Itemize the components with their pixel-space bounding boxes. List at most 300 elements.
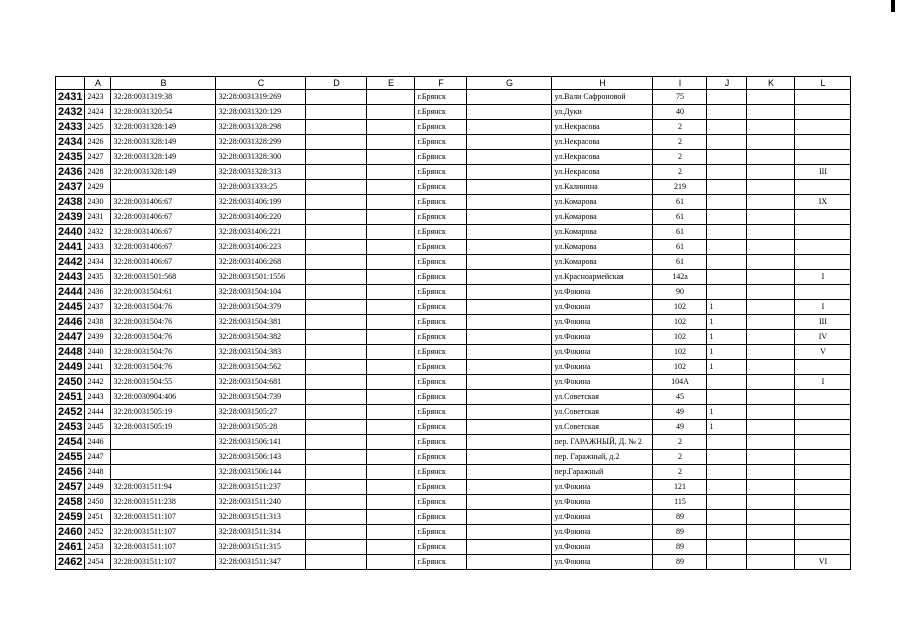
cell-c: 32:28:0031504:382 bbox=[216, 330, 306, 345]
cell-k bbox=[747, 360, 795, 375]
cell-k bbox=[747, 105, 795, 120]
cell-d bbox=[306, 285, 367, 300]
cell-k bbox=[747, 285, 795, 300]
cell-f: г.Брянск bbox=[415, 495, 467, 510]
cell-h: ул.Комарова bbox=[552, 210, 653, 225]
cell-b: 32:28:0031505:19 bbox=[111, 420, 216, 435]
cell-b: 32:28:0030904:406 bbox=[111, 390, 216, 405]
cell-c: 32:28:0031328:300 bbox=[216, 150, 306, 165]
cell-b: 32:28:0031328:149 bbox=[111, 120, 216, 135]
cell-h: пер. Гаражный, д.2 bbox=[552, 450, 653, 465]
cell-j bbox=[707, 285, 747, 300]
cell-h: пер. ГАРАЖНЫЙ, Д. № 2 bbox=[552, 435, 653, 450]
cell-d bbox=[306, 525, 367, 540]
table-row bbox=[56, 240, 851, 255]
cell-g bbox=[467, 300, 552, 315]
column-header-a: A bbox=[85, 77, 111, 90]
cell-l: IV bbox=[795, 330, 851, 345]
cell-b: 32:28:0031504:76 bbox=[111, 360, 216, 375]
cell-h: ул.Дуки bbox=[552, 105, 653, 120]
table-row bbox=[56, 135, 851, 150]
cell-j: 1 bbox=[707, 330, 747, 345]
column-header-g: G bbox=[467, 77, 552, 90]
cell-e bbox=[367, 315, 415, 330]
cell-h: ул.Фокина bbox=[552, 525, 653, 540]
cell-f: г.Брянск bbox=[415, 510, 467, 525]
cell-h: ул.Фокина bbox=[552, 360, 653, 375]
table-row bbox=[56, 270, 851, 285]
row-number-cell: 2431 bbox=[56, 90, 85, 105]
cell-l bbox=[795, 525, 851, 540]
table-row bbox=[56, 345, 851, 360]
cell-k bbox=[747, 90, 795, 105]
cell-i: 89 bbox=[653, 510, 707, 525]
cell-f: г.Брянск bbox=[415, 105, 467, 120]
cell-k bbox=[747, 420, 795, 435]
cell-f: г.Брянск bbox=[415, 315, 467, 330]
cell-j bbox=[707, 180, 747, 195]
table-row bbox=[56, 150, 851, 165]
cell-c: 32:28:0031406:199 bbox=[216, 195, 306, 210]
cell-d bbox=[306, 270, 367, 285]
cell-b: 32:28:0031511:107 bbox=[111, 555, 216, 570]
row-number-cell: 2438 bbox=[56, 195, 85, 210]
cell-g bbox=[467, 375, 552, 390]
cell-b bbox=[111, 465, 216, 480]
table-row bbox=[56, 480, 851, 495]
cell-h: ул.Некрасова bbox=[552, 120, 653, 135]
cell-b: 32:28:0031328:149 bbox=[111, 135, 216, 150]
cell-k bbox=[747, 255, 795, 270]
cell-g bbox=[467, 165, 552, 180]
cell-a: 2445 bbox=[85, 420, 111, 435]
cell-e bbox=[367, 105, 415, 120]
cell-l bbox=[795, 465, 851, 480]
cell-a: 2425 bbox=[85, 120, 111, 135]
cell-l bbox=[795, 360, 851, 375]
cell-g bbox=[467, 480, 552, 495]
cell-j bbox=[707, 225, 747, 240]
cell-i: 89 bbox=[653, 540, 707, 555]
cell-f: г.Брянск bbox=[415, 120, 467, 135]
cell-i: 40 bbox=[653, 105, 707, 120]
cell-l bbox=[795, 120, 851, 135]
column-header-c: C bbox=[216, 77, 306, 90]
cell-e bbox=[367, 225, 415, 240]
cell-j bbox=[707, 375, 747, 390]
row-number-cell: 2454 bbox=[56, 435, 85, 450]
cell-f: г.Брянск bbox=[415, 330, 467, 345]
cell-f: г.Брянск bbox=[415, 255, 467, 270]
cell-f: г.Брянск bbox=[415, 240, 467, 255]
cell-d bbox=[306, 345, 367, 360]
cell-h: ул.Советская bbox=[552, 405, 653, 420]
cell-k bbox=[747, 135, 795, 150]
cell-d bbox=[306, 240, 367, 255]
cell-c: 32:28:0031504:681 bbox=[216, 375, 306, 390]
cell-j bbox=[707, 135, 747, 150]
cell-j: 1 bbox=[707, 420, 747, 435]
cell-d bbox=[306, 540, 367, 555]
cell-c: 32:28:0031328:313 bbox=[216, 165, 306, 180]
cell-f: г.Брянск bbox=[415, 195, 467, 210]
cell-h: ул.Фокина bbox=[552, 330, 653, 345]
cell-a: 2429 bbox=[85, 180, 111, 195]
cell-h: ул.Калинина bbox=[552, 180, 653, 195]
cell-k bbox=[747, 345, 795, 360]
cell-g bbox=[467, 120, 552, 135]
cell-i: 142а bbox=[653, 270, 707, 285]
table-row bbox=[56, 255, 851, 270]
cell-k bbox=[747, 315, 795, 330]
cell-e bbox=[367, 300, 415, 315]
cell-i: 102 bbox=[653, 330, 707, 345]
cell-b: 32:28:0031511:107 bbox=[111, 525, 216, 540]
cell-f: г.Брянск bbox=[415, 165, 467, 180]
cell-l bbox=[795, 255, 851, 270]
row-number-cell: 2455 bbox=[56, 450, 85, 465]
column-header-e: E bbox=[367, 77, 415, 90]
cell-b: 32:28:0031504:76 bbox=[111, 345, 216, 360]
cell-k bbox=[747, 525, 795, 540]
cell-e bbox=[367, 90, 415, 105]
cell-b: 32:28:0031406:67 bbox=[111, 240, 216, 255]
cell-e bbox=[367, 375, 415, 390]
cell-l: I bbox=[795, 375, 851, 390]
cell-b: 32:28:0031511:94 bbox=[111, 480, 216, 495]
cell-i: 102 bbox=[653, 360, 707, 375]
cell-l bbox=[795, 540, 851, 555]
cell-l: V bbox=[795, 345, 851, 360]
cell-a: 2428 bbox=[85, 165, 111, 180]
cell-f: г.Брянск bbox=[415, 390, 467, 405]
row-number-cell: 2439 bbox=[56, 210, 85, 225]
cell-b bbox=[111, 450, 216, 465]
cell-j bbox=[707, 480, 747, 495]
cell-j bbox=[707, 540, 747, 555]
cell-j: 1 bbox=[707, 315, 747, 330]
cell-a: 2434 bbox=[85, 255, 111, 270]
cell-h: ул.Фокина bbox=[552, 300, 653, 315]
cell-d bbox=[306, 180, 367, 195]
cell-g bbox=[467, 135, 552, 150]
cell-d bbox=[306, 90, 367, 105]
cell-b: 32:28:0031505:19 bbox=[111, 405, 216, 420]
cell-e bbox=[367, 390, 415, 405]
cell-a: 2454 bbox=[85, 555, 111, 570]
cell-k bbox=[747, 510, 795, 525]
cell-i: 121 bbox=[653, 480, 707, 495]
cell-h: ул.Советская bbox=[552, 390, 653, 405]
cell-a: 2426 bbox=[85, 135, 111, 150]
cell-f: г.Брянск bbox=[415, 435, 467, 450]
cell-j bbox=[707, 150, 747, 165]
cell-l: I bbox=[795, 270, 851, 285]
cell-h: ул.Фокина bbox=[552, 480, 653, 495]
cell-c: 32:28:0031505:27 bbox=[216, 405, 306, 420]
cell-f: г.Брянск bbox=[415, 180, 467, 195]
cell-b: 32:28:0031504:61 bbox=[111, 285, 216, 300]
cell-f: г.Брянск bbox=[415, 345, 467, 360]
cell-a: 2440 bbox=[85, 345, 111, 360]
cell-j bbox=[707, 495, 747, 510]
cell-h: ул.Фокина bbox=[552, 495, 653, 510]
cell-k bbox=[747, 180, 795, 195]
cell-i: 89 bbox=[653, 525, 707, 540]
cell-d bbox=[306, 150, 367, 165]
cell-a: 2431 bbox=[85, 210, 111, 225]
cell-e bbox=[367, 495, 415, 510]
cell-d bbox=[306, 255, 367, 270]
cell-e bbox=[367, 540, 415, 555]
table-row bbox=[56, 225, 851, 240]
cell-f: г.Брянск bbox=[415, 135, 467, 150]
cell-i: 49 bbox=[653, 405, 707, 420]
cell-g bbox=[467, 495, 552, 510]
row-number-cell: 2442 bbox=[56, 255, 85, 270]
row-number-cell: 2433 bbox=[56, 120, 85, 135]
cell-i: 75 bbox=[653, 90, 707, 105]
cell-h: ул.Фокина bbox=[552, 285, 653, 300]
cell-l bbox=[795, 510, 851, 525]
cell-j: 1 bbox=[707, 345, 747, 360]
cell-b: 32:28:0031406:67 bbox=[111, 225, 216, 240]
cell-f: г.Брянск bbox=[415, 210, 467, 225]
cell-c: 32:28:0031501:1556 bbox=[216, 270, 306, 285]
cell-d bbox=[306, 135, 367, 150]
scan-corner-mark bbox=[891, 0, 895, 12]
cell-j bbox=[707, 90, 747, 105]
cell-e bbox=[367, 555, 415, 570]
cell-g bbox=[467, 540, 552, 555]
cell-j: 1 bbox=[707, 300, 747, 315]
cell-h: ул.Некрасова bbox=[552, 165, 653, 180]
cell-l bbox=[795, 240, 851, 255]
cell-h: пер.Гаражный bbox=[552, 465, 653, 480]
table-row bbox=[56, 195, 851, 210]
cell-k bbox=[747, 375, 795, 390]
cell-l: III bbox=[795, 165, 851, 180]
cell-j bbox=[707, 255, 747, 270]
column-header-j: J bbox=[707, 77, 747, 90]
cell-a: 2436 bbox=[85, 285, 111, 300]
cell-d bbox=[306, 300, 367, 315]
cell-b bbox=[111, 435, 216, 450]
corner-header-cell bbox=[56, 77, 85, 90]
spreadsheet-table bbox=[55, 76, 851, 570]
cell-b: 32:28:0031501:568 bbox=[111, 270, 216, 285]
cell-d bbox=[306, 480, 367, 495]
cell-b: 32:28:0031504:76 bbox=[111, 315, 216, 330]
column-header-f: F bbox=[415, 77, 467, 90]
cell-d bbox=[306, 330, 367, 345]
cell-d bbox=[306, 390, 367, 405]
cell-c: 32:28:0031504:104 bbox=[216, 285, 306, 300]
cell-b: 32:28:0031406:67 bbox=[111, 210, 216, 225]
cell-a: 2433 bbox=[85, 240, 111, 255]
row-number-cell: 2448 bbox=[56, 345, 85, 360]
cell-i: 89 bbox=[653, 555, 707, 570]
cell-h: ул.Фокина bbox=[552, 345, 653, 360]
cell-j bbox=[707, 510, 747, 525]
cell-j: 1 bbox=[707, 360, 747, 375]
cell-j bbox=[707, 105, 747, 120]
cell-c: 32:28:0031406:268 bbox=[216, 255, 306, 270]
table-row bbox=[56, 465, 851, 480]
cell-b bbox=[111, 180, 216, 195]
cell-i: 45 bbox=[653, 390, 707, 405]
cell-d bbox=[306, 510, 367, 525]
row-number-cell: 2453 bbox=[56, 420, 85, 435]
cell-d bbox=[306, 120, 367, 135]
cell-g bbox=[467, 510, 552, 525]
cell-e bbox=[367, 360, 415, 375]
cell-e bbox=[367, 120, 415, 135]
cell-e bbox=[367, 285, 415, 300]
cell-i: 61 bbox=[653, 210, 707, 225]
cell-l bbox=[795, 225, 851, 240]
cell-g bbox=[467, 435, 552, 450]
column-header-row bbox=[56, 77, 851, 90]
cell-c: 32:28:0031511:314 bbox=[216, 525, 306, 540]
table-body bbox=[56, 90, 851, 570]
cell-h: ул.Фокина bbox=[552, 555, 653, 570]
cell-k bbox=[747, 465, 795, 480]
cell-e bbox=[367, 510, 415, 525]
cell-i: 2 bbox=[653, 135, 707, 150]
cell-g bbox=[467, 315, 552, 330]
cell-b: 32:28:0031328:149 bbox=[111, 150, 216, 165]
cell-e bbox=[367, 345, 415, 360]
cell-h: ул.Фокина bbox=[552, 540, 653, 555]
cell-j bbox=[707, 465, 747, 480]
cell-a: 2444 bbox=[85, 405, 111, 420]
row-number-cell: 2460 bbox=[56, 525, 85, 540]
row-number-cell: 2440 bbox=[56, 225, 85, 240]
table-row bbox=[56, 330, 851, 345]
cell-d bbox=[306, 375, 367, 390]
cell-k bbox=[747, 540, 795, 555]
cell-d bbox=[306, 405, 367, 420]
cell-a: 2451 bbox=[85, 510, 111, 525]
cell-e bbox=[367, 450, 415, 465]
cell-g bbox=[467, 90, 552, 105]
table-row bbox=[56, 180, 851, 195]
cell-a: 2423 bbox=[85, 90, 111, 105]
cell-i: 219 bbox=[653, 180, 707, 195]
cell-i: 61 bbox=[653, 240, 707, 255]
row-number-cell: 2447 bbox=[56, 330, 85, 345]
cell-a: 2449 bbox=[85, 480, 111, 495]
row-number-cell: 2434 bbox=[56, 135, 85, 150]
cell-k bbox=[747, 330, 795, 345]
row-number-cell: 2436 bbox=[56, 165, 85, 180]
cell-e bbox=[367, 180, 415, 195]
cell-a: 2442 bbox=[85, 375, 111, 390]
row-number-cell: 2445 bbox=[56, 300, 85, 315]
cell-k bbox=[747, 480, 795, 495]
cell-i: 61 bbox=[653, 225, 707, 240]
table-row bbox=[56, 90, 851, 105]
cell-f: г.Брянск bbox=[415, 360, 467, 375]
row-number-cell: 2461 bbox=[56, 540, 85, 555]
cell-e bbox=[367, 420, 415, 435]
cell-e bbox=[367, 240, 415, 255]
cell-k bbox=[747, 150, 795, 165]
cell-e bbox=[367, 255, 415, 270]
cell-c: 32:28:0031333:25 bbox=[216, 180, 306, 195]
cell-a: 2447 bbox=[85, 450, 111, 465]
cell-g bbox=[467, 225, 552, 240]
cell-c: 32:28:0031504:739 bbox=[216, 390, 306, 405]
table-row bbox=[56, 315, 851, 330]
cell-b: 32:28:0031504:76 bbox=[111, 330, 216, 345]
cell-h: ул.Комарова bbox=[552, 225, 653, 240]
row-number-cell: 2458 bbox=[56, 495, 85, 510]
cell-g bbox=[467, 285, 552, 300]
table-row bbox=[56, 285, 851, 300]
cell-c: 32:28:0031504:562 bbox=[216, 360, 306, 375]
cell-g bbox=[467, 270, 552, 285]
cell-h: ул.Фокина bbox=[552, 510, 653, 525]
cell-b: 32:28:0031511:238 bbox=[111, 495, 216, 510]
cell-k bbox=[747, 495, 795, 510]
cell-l bbox=[795, 480, 851, 495]
cell-d bbox=[306, 165, 367, 180]
row-number-cell: 2452 bbox=[56, 405, 85, 420]
cell-c: 32:28:0031504:383 bbox=[216, 345, 306, 360]
cell-d bbox=[306, 210, 367, 225]
cell-f: г.Брянск bbox=[415, 270, 467, 285]
cell-a: 2446 bbox=[85, 435, 111, 450]
cell-g bbox=[467, 195, 552, 210]
cell-c: 32:28:0031511:313 bbox=[216, 510, 306, 525]
cell-d bbox=[306, 105, 367, 120]
cell-l bbox=[795, 150, 851, 165]
column-header-k: K bbox=[747, 77, 795, 90]
cell-c: 32:28:0031511:315 bbox=[216, 540, 306, 555]
cell-g bbox=[467, 105, 552, 120]
cell-g bbox=[467, 555, 552, 570]
table-row bbox=[56, 360, 851, 375]
cell-a: 2437 bbox=[85, 300, 111, 315]
cell-k bbox=[747, 390, 795, 405]
cell-c: 32:28:0031505:28 bbox=[216, 420, 306, 435]
cell-k bbox=[747, 210, 795, 225]
cell-b: 32:28:0031406:67 bbox=[111, 255, 216, 270]
cell-f: г.Брянск bbox=[415, 90, 467, 105]
cell-g bbox=[467, 240, 552, 255]
table-row bbox=[56, 555, 851, 570]
table-row bbox=[56, 525, 851, 540]
cell-l bbox=[795, 135, 851, 150]
row-number-cell: 2456 bbox=[56, 465, 85, 480]
table-row bbox=[56, 375, 851, 390]
cell-i: 115 bbox=[653, 495, 707, 510]
cell-h: ул.Фокина bbox=[552, 315, 653, 330]
cell-i: 2 bbox=[653, 120, 707, 135]
row-number-cell: 2446 bbox=[56, 315, 85, 330]
cell-h: ул.Комарова bbox=[552, 240, 653, 255]
table-row bbox=[56, 300, 851, 315]
cell-k bbox=[747, 240, 795, 255]
cell-k bbox=[747, 120, 795, 135]
cell-j bbox=[707, 390, 747, 405]
cell-f: г.Брянск bbox=[415, 525, 467, 540]
cell-e bbox=[367, 480, 415, 495]
cell-a: 2438 bbox=[85, 315, 111, 330]
cell-b: 32:28:0031511:107 bbox=[111, 510, 216, 525]
